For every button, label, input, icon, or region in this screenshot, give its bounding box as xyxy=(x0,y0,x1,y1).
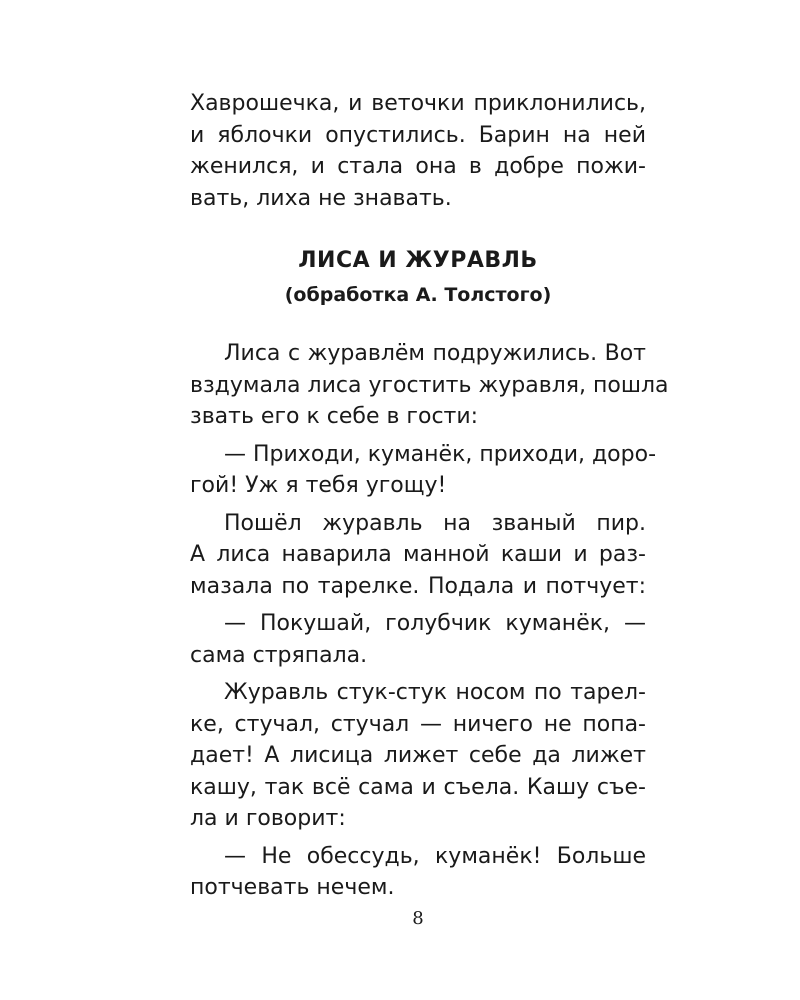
story-body xyxy=(190,338,669,904)
story-subtitle: (обработка А. Толстого) xyxy=(284,284,552,306)
text-line: вать, лиха не знавать. xyxy=(190,185,452,211)
text-line: женился, и стала она в добре пожи- xyxy=(190,154,646,179)
text-line: дает! А лисица лижет себе да лижет xyxy=(190,743,646,768)
page-number: 8 xyxy=(412,908,424,929)
text-line: сама стряпала. xyxy=(190,642,368,668)
text-line: А лиса наварила манной каши и раз- xyxy=(190,542,646,567)
text-line: — Приходи, куманёк, приходи, доро- xyxy=(224,441,657,467)
text-line: ке, стучал, стучал — ничего не попа- xyxy=(190,711,646,737)
text-line: кашу, так всё сама и съела. Кашу съе- xyxy=(190,774,646,800)
story-paragraph xyxy=(190,508,646,603)
text-line: Журавль стук-стук носом по тарел- xyxy=(224,680,646,705)
story-paragraph xyxy=(190,338,669,433)
text-line: Лиса с журавлём подружились. Вот xyxy=(224,341,646,366)
intro-paragraph xyxy=(190,88,646,214)
text-line: Хаврошечка, и веточки приклонились, xyxy=(190,91,646,116)
text-line: — Покушай, голубчик куманёк, — xyxy=(224,611,646,636)
text-line: звать его к себе в гости: xyxy=(190,404,479,429)
text-line: и яблочки опустились. Барин на ней xyxy=(190,122,646,148)
text-line: потчевать нечем. xyxy=(190,875,395,900)
text-line: гой! Уж я тебя угощу! xyxy=(190,473,447,498)
story-paragraph xyxy=(190,439,657,502)
text-line: мазала по тарелке. Подала и потчует: xyxy=(190,573,646,599)
text-line: — Не обессудь, куманёк! Больше xyxy=(224,843,646,869)
story-paragraph xyxy=(190,677,646,835)
story-title: ЛИСА И ЖУРАВЛЬ xyxy=(298,248,538,273)
story-paragraph xyxy=(190,608,646,671)
page-content xyxy=(190,88,669,910)
text-line: ла и говорит: xyxy=(190,806,346,831)
text-line: Пошёл журавль на званый пир. xyxy=(224,510,646,536)
text-line: вздумала лиса угостить журавля, пошла xyxy=(190,372,669,398)
story-paragraph xyxy=(190,841,646,904)
